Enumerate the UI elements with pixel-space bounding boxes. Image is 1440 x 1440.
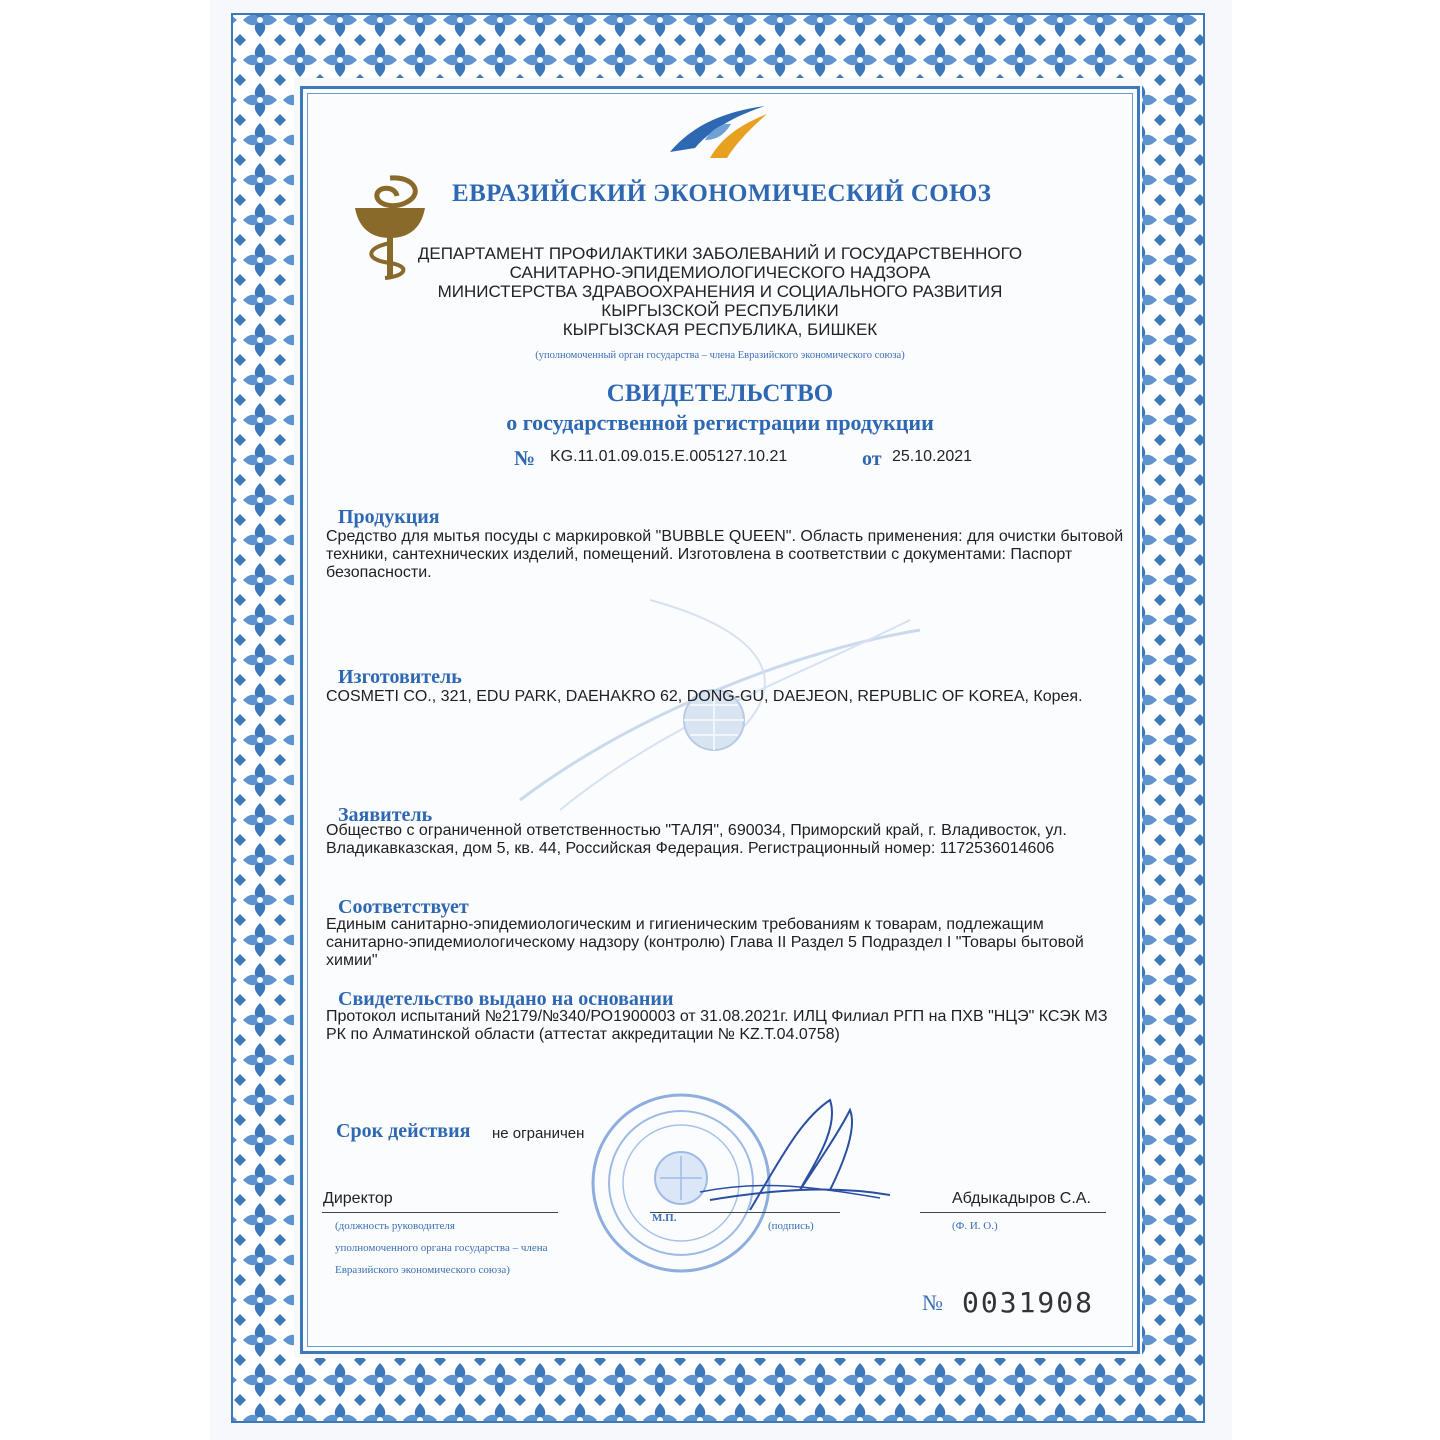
form-number-label: № (922, 1290, 943, 1315)
authority-note: (уполномоченный орган государства – члена Евразийского экономического союза) (535, 350, 905, 361)
certificate-title: СВИДЕТЕЛЬСТВО (606, 380, 834, 407)
form-serial-number: 0031908 (962, 1286, 1095, 1319)
name-underline (920, 1212, 1106, 1213)
department-line-3: МИНИСТЕРСТВА ЗДРАВООХРАНЕНИЯ И СОЦИАЛЬНОГО РАЗВИТИЯ (437, 282, 1003, 301)
position-caption-line-1: (должность руководителя (335, 1220, 455, 1232)
reg-number: KG.11.01.09.015.E.005127.10.21 (550, 448, 788, 465)
position-underline (322, 1212, 558, 1213)
conforms-text: Единым санитарно-эпидемиологическим и гигиеническим требованиям к товарам, подлежащим санитарно-эпидемиологическому надзору (контролю) Глава II Раздел 5 Подраздел I "Товары бытовой химии" (326, 916, 1084, 969)
signatory-name: Абдыкадыров С.А. (952, 1190, 1091, 1207)
product-text: Средство для мытья посуды с маркировкой "BUBBLE QUEEN". Область применения: для очистки бытовой техники, сантехнических изделий, помещений. Изготовлена в соответствии с документами: Паспорт безопасности. (326, 528, 1124, 581)
department-line-1: ДЕПАРТАМЕНТ ПРОФИЛАКТИКИ ЗАБОЛЕВАНИЙ И ГОСУДАРСТВЕННОГО (417, 244, 1023, 263)
eaeu-logo-icon (665, 100, 775, 162)
validity-value: не ограничен (492, 1125, 585, 1142)
applicant-heading: Заявитель (338, 804, 433, 826)
signature-caption: (подпись) (768, 1220, 814, 1232)
stamp-caption: М.П. (652, 1212, 677, 1224)
validity-label: Срок действия (336, 1120, 471, 1142)
manufacturer-heading: Изготовитель (338, 666, 462, 688)
position-caption-line-2: уполномоченного органа государства – члена (335, 1242, 548, 1254)
department-line-5: КЫРГЫЗСКАЯ РЕСПУБЛИКА, БИШКЕК (562, 320, 878, 339)
conforms-heading: Соответствует (338, 896, 469, 918)
union-name: ЕВРАЗИЙСКИЙ ЭКОНОМИЧЕСКИЙ СОЮЗ (452, 180, 992, 207)
department-line-4: КЫРГЫЗСКОЙ РЕСПУБЛИКИ (601, 301, 839, 320)
certificate-subtitle: о государственной регистрации продукции (506, 410, 934, 435)
reg-date: 25.10.2021 (892, 448, 973, 465)
position-caption-line-3: Евразийского экономического союза) (335, 1264, 510, 1276)
reg-number-label: № (514, 446, 536, 470)
director-signature (690, 1090, 900, 1220)
applicant-text: Общество с ограниченной ответственностью "ТАЛЯ", 690034, Приморский край, г. Владивосток, ул. Владикавказская, дом 5, кв. 44, Российская Федерация. Регистрационный номер: 1172536014606 (326, 822, 1067, 857)
signature-underline (650, 1212, 840, 1213)
manufacturer-text: COSMETI CO., 321, EDU PARK, DAEHAKRO 62, DONG-GU, DAEJEON, REPUBLIC OF KOREA, Корея. (326, 688, 1083, 705)
reg-date-label: от (862, 448, 882, 470)
signatory-position: Директор (323, 1190, 393, 1207)
product-heading: Продукция (338, 506, 440, 528)
department-line-2: САНИТАРНО-ЭПИДЕМИОЛОГИЧЕСКОГО НАДЗОРА (509, 263, 931, 282)
name-caption: (Ф. И. О.) (952, 1220, 998, 1232)
basis-text: Протокол испытаний №2179/№340/РО1900003 от 31.08.2021г. ИЛЦ Филиал РГП на ПХВ "НЦЭ" КСЭК МЗ РК по Алматинской области (аттестат аккредитации № KZ.T.04.0758) (326, 1008, 1108, 1043)
basis-heading: Свидетельство выдано на основании (338, 988, 674, 1010)
